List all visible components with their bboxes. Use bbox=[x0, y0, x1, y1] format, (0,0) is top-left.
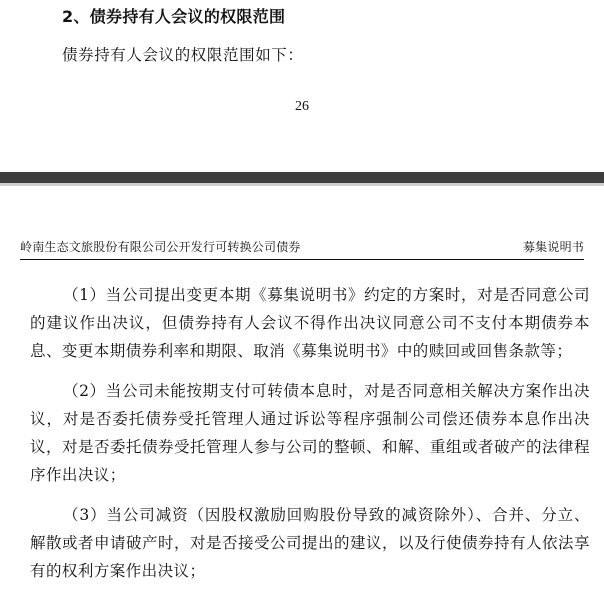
clause-list bbox=[30, 281, 590, 597]
intro-line: 债券持有人会议的权限范围如下： bbox=[62, 46, 304, 64]
current-page bbox=[0, 186, 604, 605]
page-number: 26 bbox=[295, 99, 309, 114]
section-heading: 2、债券持有人会议的权限范围 bbox=[62, 7, 286, 26]
clause-3: （3）当公司减资（因股权激励回购股份导致的减资除外）、合并、分立、解散或者申请破产时，对是否接受公司提出的建议，以及行使债券持有人依法享有的权利方案作出决议； bbox=[30, 506, 590, 580]
page-separator bbox=[0, 172, 604, 186]
clause-1: （1）当公司提出变更本期《募集说明书》约定的方案时，对是否同意公司的建议作出决议，但债券持有人会议不得作出决议同意公司不支付本期债券本息、变更本期债券利率和期限、取消《募集说明书》中的赎回或回售条款等； bbox=[30, 286, 590, 360]
previous-page bbox=[0, 0, 604, 172]
header-rule bbox=[20, 259, 584, 260]
clause-2: （2）当公司未能按期支付可转债本息时，对是否同意相关解决方案作出决议，对是否委托债券受托管理人通过诉讼等程序强制公司偿还债券本息作出决议，对是否委托债券受托管理人参与公司的整顿、和解、重组或者破产的法律程序作出决议； bbox=[30, 382, 590, 484]
running-header bbox=[20, 238, 584, 258]
header-company-title: 岭南生态文旅股份有限公司公开发行可转换公司债券 bbox=[20, 240, 301, 254]
header-document-type: 募集说明书 bbox=[522, 240, 584, 254]
